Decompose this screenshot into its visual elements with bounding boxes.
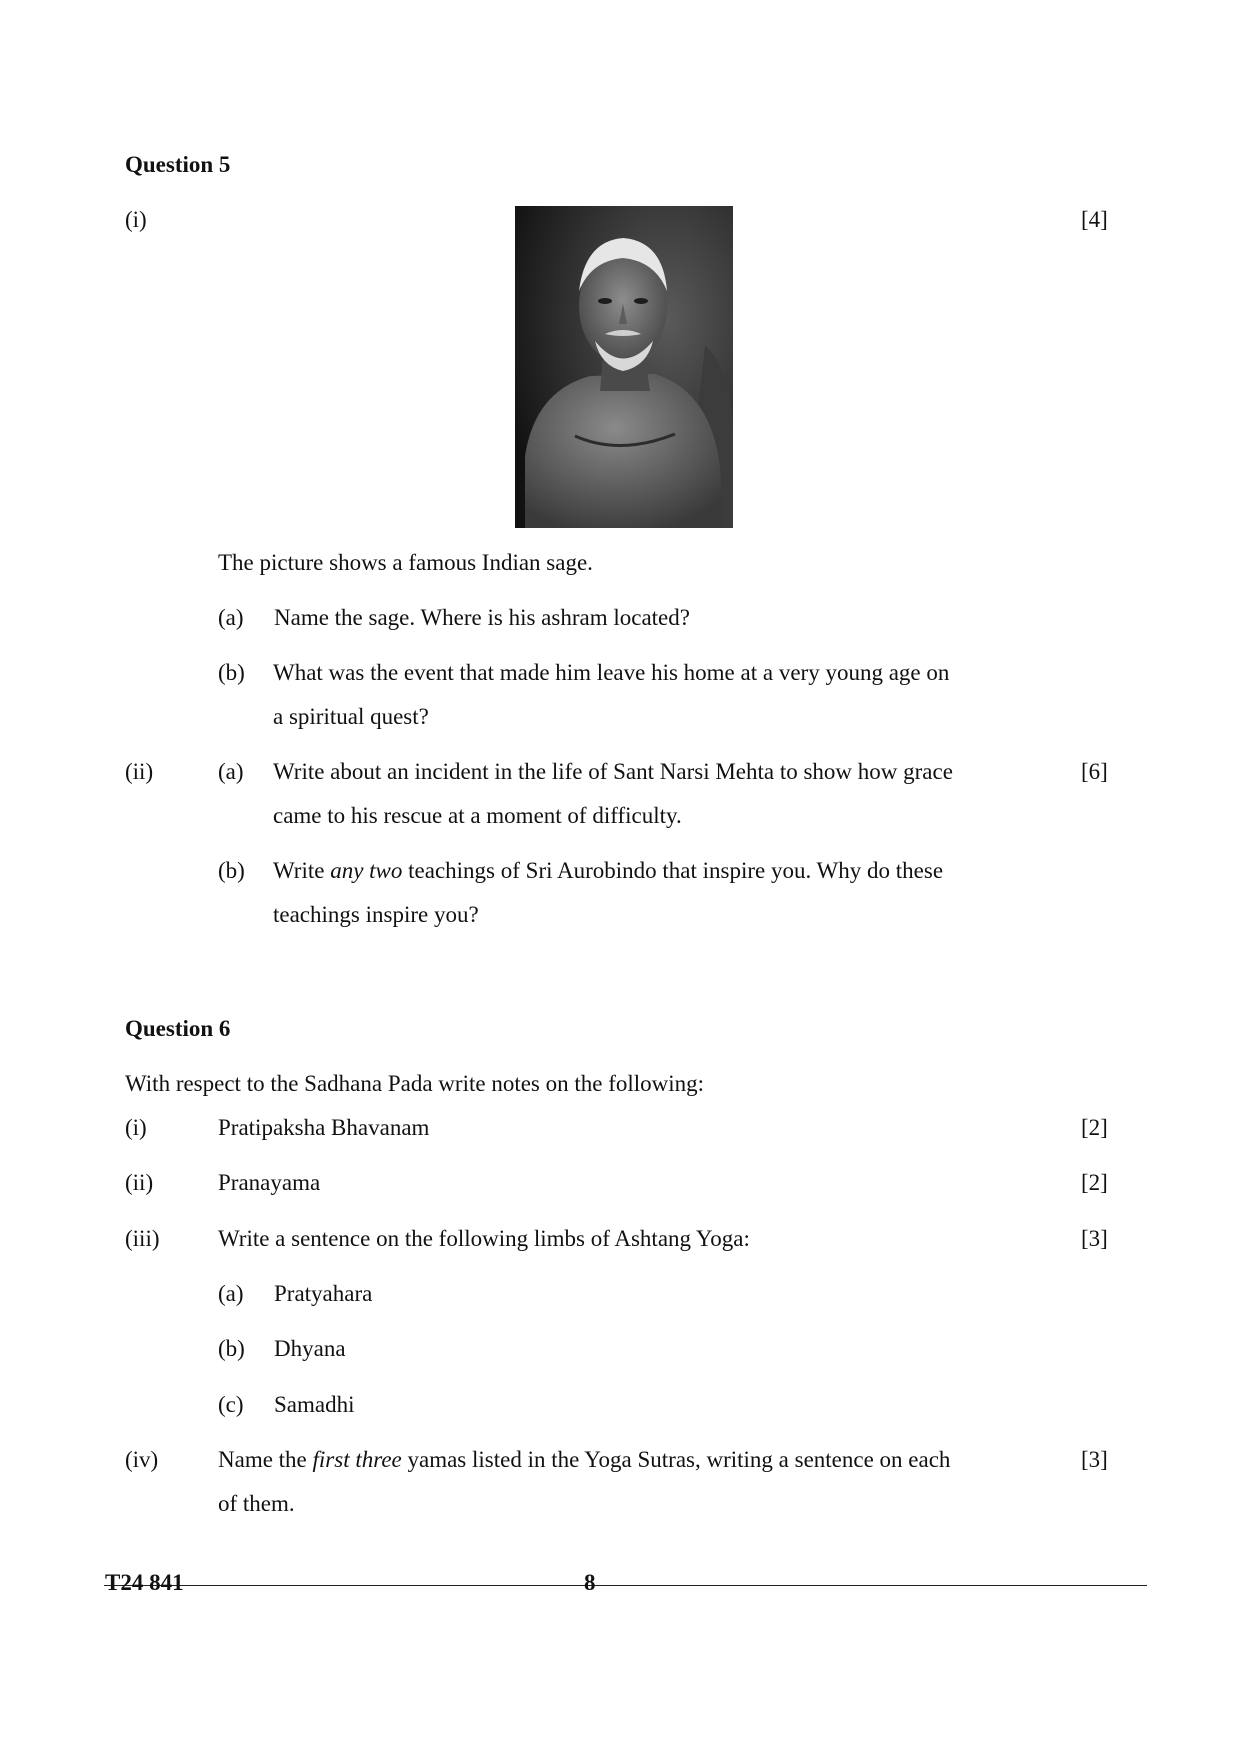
q5-ii-b-line2: teachings inspire you? <box>273 902 479 927</box>
q5-ii-b-label: (b) <box>218 858 245 883</box>
q5-ii-b-pre: Write <box>273 858 331 883</box>
q6-item-ii-marks: [2] <box>1081 1170 1108 1195</box>
q6-item-iii-text: Write a sentence on the following limbs of Ashtang Yoga: <box>218 1226 750 1251</box>
q6-item-iv-pre: Name the <box>218 1447 313 1472</box>
q6-limb-c-text: Samadhi <box>274 1392 355 1417</box>
q5-i-a-text: Name the sage. Where is his ashram located? <box>274 605 690 630</box>
q5-i-b-line1: What was the event that made him leave his home at a very young age on <box>273 660 950 685</box>
sage-portrait-icon <box>515 206 733 528</box>
q6-item-ii-number: (ii) <box>125 1170 154 1195</box>
q5-part-i-marks: [4] <box>1081 207 1108 232</box>
q6-item-i-marks: [2] <box>1081 1115 1108 1140</box>
q6-item-iii-number: (iii) <box>125 1226 160 1251</box>
q6-item-iv-post: yamas listed in the Yoga Sutras, writing a sentence on each <box>401 1447 951 1472</box>
q5-part-i-number: (i) <box>125 207 147 232</box>
q5-i-a-label: (a) <box>218 605 244 630</box>
q5-part-ii-number: (ii) <box>125 759 154 784</box>
q6-limb-c-label: (c) <box>218 1392 244 1417</box>
q6-item-iv-line1 <box>218 1447 950 1473</box>
q6-item-iv-emph: first three <box>312 1447 402 1472</box>
q6-item-iv-marks: [3] <box>1081 1447 1108 1472</box>
q5-part-i-intro: The picture shows a famous Indian sage. <box>218 550 593 575</box>
q5-ii-b-post: teachings of Sri Aurobindo that inspire you. Why do these <box>402 858 944 883</box>
q6-item-i-number: (i) <box>125 1115 147 1140</box>
q5-i-b-line2: a spiritual quest? <box>273 704 429 729</box>
q5-ii-b-emph: any two <box>330 858 403 883</box>
q5-ii-a-line2: came to his rescue at a moment of difficulty. <box>273 803 682 828</box>
q6-intro: With respect to the Sadhana Pada write notes on the following: <box>125 1071 705 1096</box>
question-6-heading: Question 6 <box>125 1016 231 1041</box>
q6-limb-b-text: Dhyana <box>274 1336 346 1361</box>
q5-ii-a-line1: Write about an incident in the life of Sant Narsi Mehta to show how grace <box>273 759 953 784</box>
footer-page-number: 8 <box>584 1570 596 1595</box>
q5-ii-a-label: (a) <box>218 759 244 784</box>
q5-i-b-label: (b) <box>218 660 245 685</box>
q6-item-iii-marks: [3] <box>1081 1226 1108 1251</box>
q6-item-ii-text: Pranayama <box>218 1170 321 1195</box>
q5-ii-b-line1 <box>273 858 943 884</box>
q6-item-iv-number: (iv) <box>125 1447 159 1472</box>
q6-limb-a-text: Pratyahara <box>274 1281 373 1306</box>
q6-item-i-text: Pratipaksha Bhavanam <box>218 1115 430 1140</box>
q6-limb-b-label: (b) <box>218 1336 245 1361</box>
sage-portrait-photo <box>515 206 733 528</box>
q6-limb-a-label: (a) <box>218 1281 244 1306</box>
footer-divider <box>104 1585 1147 1586</box>
q5-part-ii-marks: [6] <box>1081 759 1108 784</box>
q6-item-iv-line2: of them. <box>218 1491 295 1516</box>
question-5-heading: Question 5 <box>125 152 231 177</box>
footer-paper-code: T24 841 <box>105 1570 184 1595</box>
